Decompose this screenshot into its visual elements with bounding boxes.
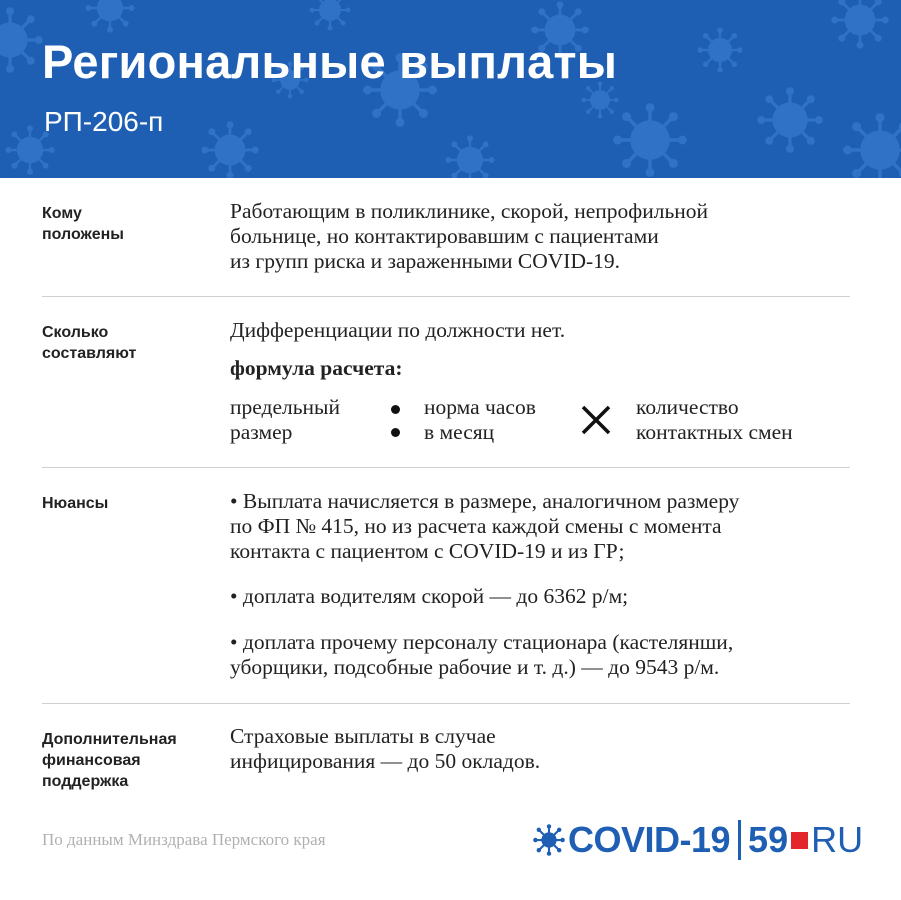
page-title: Региональные выплаты xyxy=(42,35,618,88)
extra-text-line1: Страховые выплаты в случае xyxy=(230,724,496,748)
divider xyxy=(42,296,850,297)
nuances-bullet1-line1: • Выплата начисляется в размере, аналогичном размеру xyxy=(230,489,740,513)
amount-label-line1: Сколько xyxy=(42,324,109,341)
formula-term1-line2: размер xyxy=(230,420,293,444)
nuances-label: Нюансы xyxy=(42,495,109,512)
formula-term-limit-size xyxy=(230,395,340,445)
formula-term-contact-shifts xyxy=(636,395,793,445)
logo-number: 59 xyxy=(748,819,789,860)
amount-text: Дифференциации по должности нет. xyxy=(230,318,566,342)
logo-covid-text: COVID-19 xyxy=(568,819,731,860)
formula-term2-line1: норма часов xyxy=(424,395,536,419)
nuances-bullet3-line2: уборщики, подсобные рабочие и т. д.) — до 9543 р/м. xyxy=(230,655,720,679)
virus-icon xyxy=(532,823,566,857)
divider xyxy=(42,467,850,468)
divider xyxy=(42,703,850,704)
who-label xyxy=(42,203,124,245)
nuances-bullet-2: • доплата водителям скорой — до 6362 р/м; xyxy=(230,584,629,608)
extra-label-line3: поддержка xyxy=(42,773,129,790)
logo-separator xyxy=(738,820,741,860)
multiply-dot-icon xyxy=(391,428,400,437)
document-number: РП-206-п xyxy=(44,106,164,137)
formula-term-hours-norm xyxy=(424,395,536,445)
logo-domain: RU xyxy=(811,819,864,860)
who-label-line1: Кому xyxy=(42,205,82,222)
extra-text-line2: инфицирования — до 50 окладов. xyxy=(230,749,541,773)
who-text-line3: из групп риска и зараженными COVID-19. xyxy=(230,249,621,273)
formula-title: формула расчета: xyxy=(230,356,403,380)
virus-pattern-background xyxy=(0,0,901,178)
who-text-line2: больнице, но контактировавшим с пациентами xyxy=(230,224,659,248)
extra-support-label xyxy=(42,729,177,792)
logo-red-square-icon xyxy=(791,832,808,849)
formula-term3-line2: контактных смен xyxy=(636,420,793,444)
who-text xyxy=(230,199,708,274)
multiply-cross-icon xyxy=(580,404,612,436)
formula-term3-line1: количество xyxy=(636,395,739,419)
extra-label-line1: Дополнительная xyxy=(42,731,177,748)
extra-label-line2: финансовая xyxy=(42,752,141,769)
who-label-line2: положены xyxy=(42,226,124,243)
nuances-bullet3-line1: • доплата прочему персоналу стационара (кастелянши, xyxy=(230,630,734,654)
covid-59-logo xyxy=(532,818,863,862)
header-banner xyxy=(0,0,901,178)
nuances-bullet-3 xyxy=(230,630,733,680)
amount-label-line2: составляют xyxy=(42,345,137,362)
amount-label xyxy=(42,322,136,364)
multiply-dot-icon xyxy=(391,405,400,414)
nuances-bullet1-line3: контакта с пациентом с COVID-19 и из ГР; xyxy=(230,539,625,563)
extra-support-text xyxy=(230,724,540,774)
source-note: По данным Минздрава Пермского края xyxy=(42,830,326,849)
formula-term1-line1: предельный xyxy=(230,395,340,419)
nuances-bullet1-line2: по ФП № 415, но из расчета каждой смены с момента xyxy=(230,514,722,538)
who-text-line1: Работающим в поликлинике, скорой, непрофильной xyxy=(230,199,709,223)
nuances-bullet-1 xyxy=(230,489,739,564)
formula-term2-line2: в месяц xyxy=(424,420,495,444)
